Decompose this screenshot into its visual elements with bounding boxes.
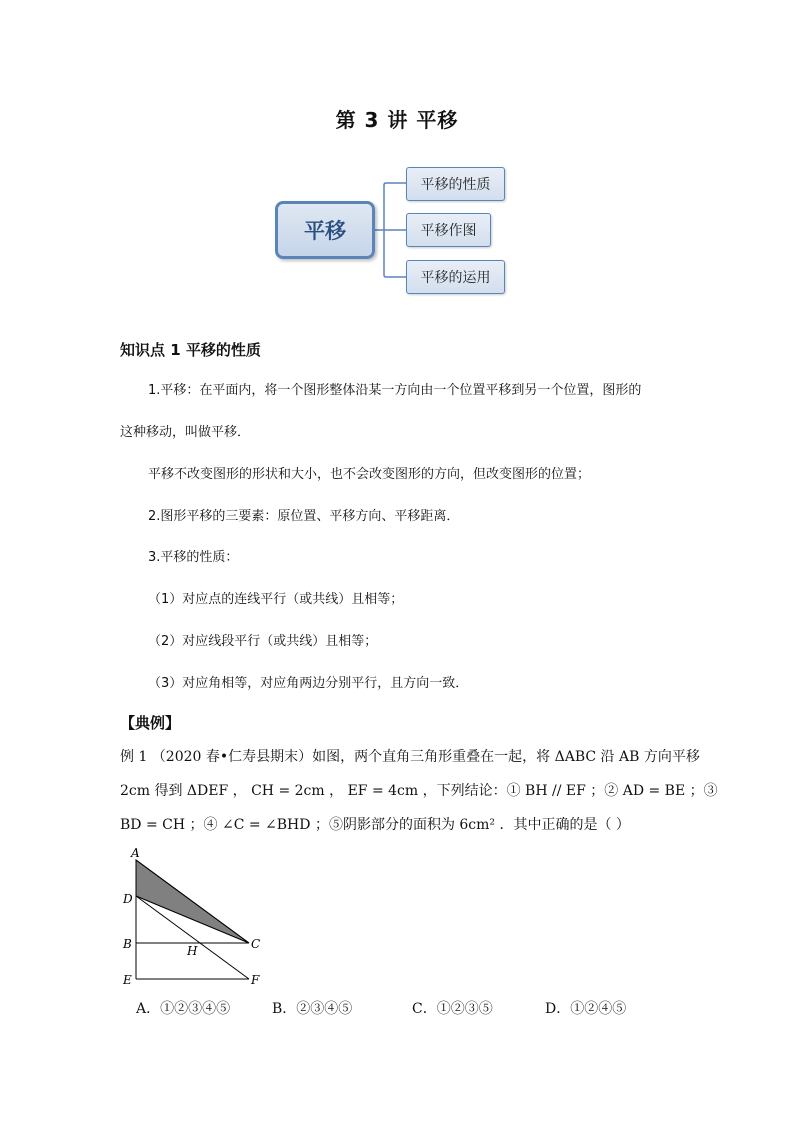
label-E: E — [123, 973, 132, 987]
option-a: A．①②③④⑤ — [136, 1001, 231, 1017]
option-d: D．①②④⑤ — [545, 1001, 627, 1017]
definition-line-2: 这种移动，叫做平移． — [120, 425, 251, 440]
label-D: D — [123, 892, 133, 906]
page-title: 第 3 讲 平移 — [335, 108, 459, 132]
label-B: B — [123, 937, 132, 951]
mindmap-connectors — [370, 175, 410, 285]
mindmap-branch-drawing: 平移作图 — [406, 213, 491, 247]
triangle-figure — [118, 842, 268, 992]
example-line-3: BD = CH ；④ ∠C = ∠BHD ；⑤阴影部分的面积为 6cm² ．其中正确的是（ ） — [120, 817, 630, 833]
label-H: H — [187, 944, 198, 958]
property-item: （1）对应点的连线平行（或共线）且相等； — [148, 592, 404, 607]
definition-line-1: 1.平移：在平面内，将一个图形整体沿某一方向由一个位置平移到另一个位置，图形的 — [148, 383, 642, 398]
label-A: A — [131, 846, 140, 860]
label-C: C — [251, 937, 261, 951]
paragraph-invariance: 平移不改变图形的形状和大小，也不会改变图形的方向，但改变图形的位置； — [148, 467, 591, 482]
paragraph-properties-title: 3.平移的性质： — [148, 550, 239, 565]
mindmap-center: 平移 — [275, 201, 375, 259]
property-item: （2）对应线段平行（或共线）且相等； — [148, 634, 378, 649]
option-c: C．①②③⑤ — [412, 1001, 493, 1017]
example-heading: 【典例】 — [120, 714, 181, 732]
mindmap-branch-application: 平移的运用 — [406, 260, 505, 294]
property-item: （3）对应角相等，对应角两边分别平行，且方向一致． — [148, 676, 469, 691]
paragraph-three-elements: 2.图形平移的三要素：原位置、平移方向、平移距离． — [148, 509, 460, 524]
label-F: F — [251, 973, 260, 987]
example-line-2: 2cm 得到 ΔDEF ， CH = 2cm ， EF = 4cm ，下列结论：① BH // EF ；② AD = BE ；③ — [120, 783, 718, 799]
example-line-1: 例 1 （2020 春•仁寿县期末）如图，两个直角三角形重叠在一起，将 ΔABC 沿 AB 方向平移 — [120, 749, 700, 765]
section-heading: 知识点 1 平移的性质 — [120, 341, 261, 359]
option-b: B．②③④⑤ — [272, 1001, 353, 1017]
mindmap-branch-properties: 平移的性质 — [406, 167, 505, 201]
